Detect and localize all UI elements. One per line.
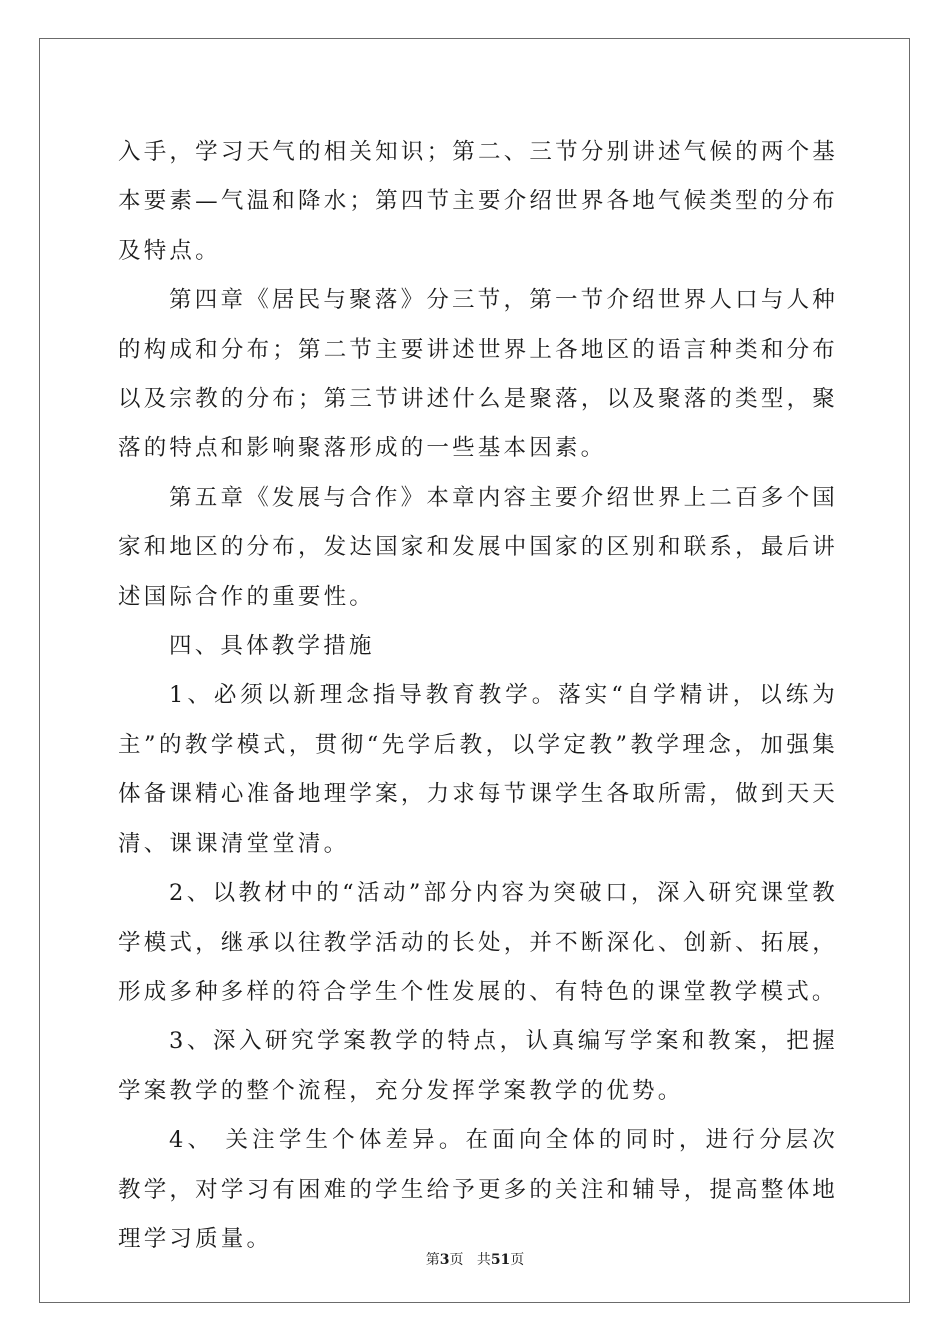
document-body	[118, 128, 838, 1264]
paragraph: 4、 关注学生个体差异。在面向全体的同时，进行分层次教学，对学习有困难的学生给予更多的关注和辅导，提高整体地理学习质量。	[118, 1127, 838, 1252]
paragraph: 1、必须以新理念指导教育教学。落实“自学精讲，以练为主”的教学模式，贯彻“先学后教，以学定教”教学理念，加强集体备课精心准备地理学案，力求每节课学生各取所需，做到天天清、课课清堂堂清。	[118, 682, 838, 857]
total-pages: 51	[490, 1252, 511, 1268]
paragraph: 2、以教材中的“活动”部分内容为突破口，深入研究课堂教学模式，继承以往教学活动的长处，并不断深化、创新、拓展，形成多种多样的符合学生个性发展的、有特色的课堂教学模式。	[118, 880, 838, 1005]
page-number: 3	[439, 1252, 450, 1268]
paragraph: 入手，学习天气的相关知识；第二、三节分别讲述气候的两个基本要素—气温和降水；第四节主要介绍世界各地气候类型的分布及特点。	[118, 139, 838, 264]
paragraph: 3、深入研究学案教学的特点，认真编写学案和教案，把握学案教学的整个流程，充分发挥学案教学的优势。	[118, 1028, 838, 1104]
paragraph: 第四章《居民与聚落》分三节，第一节介绍世界人口与人种的构成和分布；第二节主要讲述世界上各地区的语言种类和分布以及宗教的分布；第三节讲述什么是聚落，以及聚落的类型，聚落的特点和影响聚落形成的一些基本因素。	[118, 287, 838, 462]
total-prefix: 共	[476, 1252, 491, 1268]
paragraph: 第五章《发展与合作》本章内容主要介绍世界上二百多个国家和地区的分布，发达国家和发展中国家的区别和联系，最后讲述国际合作的重要性。	[118, 484, 838, 610]
page-footer	[0, 1249, 950, 1269]
page-suffix: 页	[449, 1252, 464, 1268]
page-prefix: 第	[425, 1252, 440, 1268]
total-suffix: 页	[510, 1252, 525, 1268]
section-heading: 四、具体教学措施	[169, 633, 375, 660]
